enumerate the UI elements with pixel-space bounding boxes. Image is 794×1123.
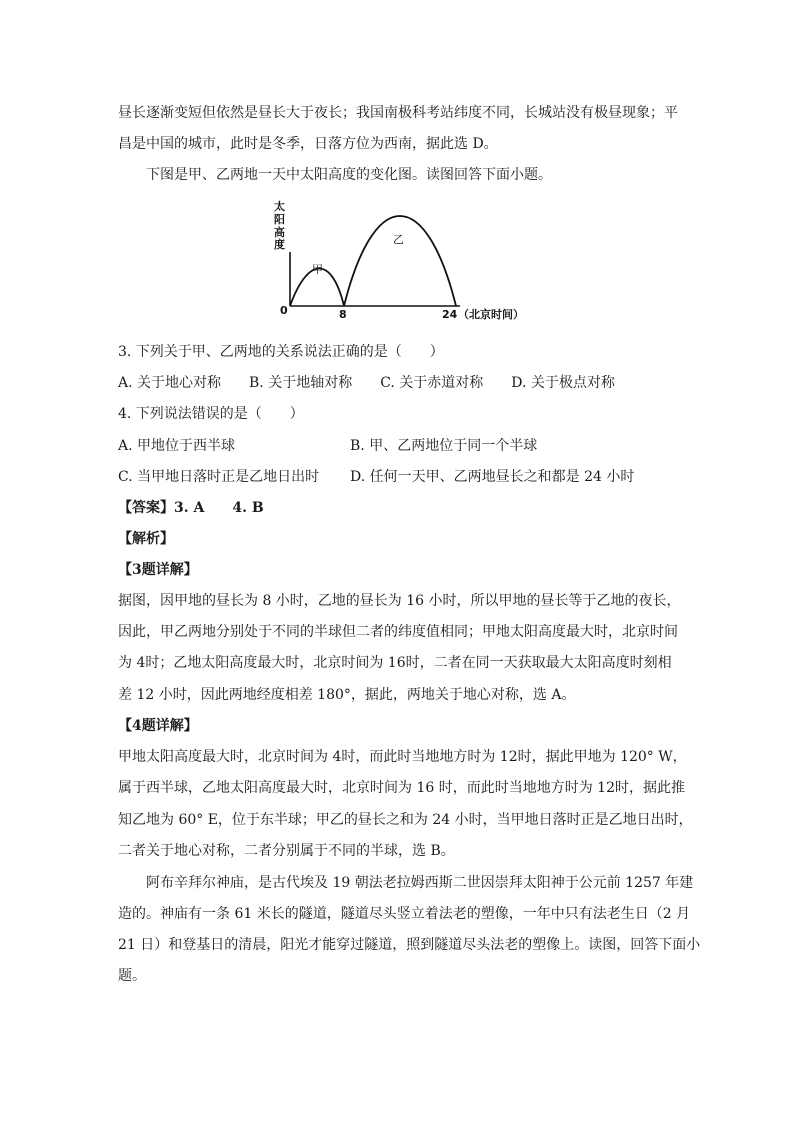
q3-detail-heading: 【3题详解】 [118, 562, 198, 578]
solar-altitude-figure [262, 196, 552, 326]
answer-line: 【答案】3. A 4. B [118, 500, 264, 516]
y-axis-label-char: 太 [274, 200, 285, 213]
option-d: D. 任何一天甲、乙两地昼长之和都是 24 小时 [350, 469, 635, 485]
question-3-options: A. 关于地心对称 B. 关于地轴对称 C. 关于赤道对称 D. 关于极点对称 [118, 375, 615, 391]
curve-jia-label: 甲 [312, 263, 323, 276]
question-3: 3. 下列关于甲、乙两地的关系说法正确的是（ ） [118, 344, 444, 360]
curve-yi [344, 216, 456, 306]
solar-altitude-diagram [262, 196, 552, 326]
paragraph-line: 据图，因甲地的昼长为 8 小时，乙地的昼长为 16 小时，所以甲地的昼长等于乙地的夜长， [118, 593, 681, 609]
paragraph-line: 昌是中国的城市，此时是冬季，日落方位为西南，据此选 D。 [118, 136, 498, 152]
option-b: B. 甲、乙两地位于同一个半球 [350, 438, 538, 454]
paragraph-line: 二者关于地心对称，二者分别属于不同的半球，选 B。 [118, 843, 455, 859]
y-axis-label-char: 阳 [274, 213, 285, 226]
paragraph-line: 知乙地为 60° E，位于东半球；甲乙的昼长之和为 24 小时，当甲地日落时正是乙地日出时， [118, 812, 693, 828]
paragraph-line: 属于西半球，乙地太阳高度最大时，北京时间为 16 时，而此时当地地方时为 12时，据此推 [118, 780, 685, 796]
paragraph-line: 因此，甲乙两地分别处于不同的半球但二者的纬度值相同；甲地太阳高度最大时，北京时间 [118, 624, 678, 640]
paragraph-line: 为 4时；乙地太阳高度最大时，北京时间为 16时，二者在同一天获取最大太阳高度时刻相 [118, 655, 672, 671]
paragraph-line: 差 12 小时，因此两地经度相差 180°，据此，两地关于地心对称，选 A。 [118, 687, 576, 703]
paragraph-line: 21 日）和登基日的清晨，阳光才能穿过隧道，照到隧道尽头法老的塑像上。读图，回答下面小 [118, 937, 701, 953]
paragraph-line: 造的。神庙有一条 61 米长的隧道，隧道尽头竖立着法老的塑像，一年中只有法老生日（2 月 [118, 906, 691, 922]
y-axis-label-char: 度 [274, 238, 285, 251]
tick-label-8: 8 [339, 308, 347, 321]
x-axis-label: （北京时间） [458, 308, 524, 321]
analysis-heading: 【解析】 [118, 531, 174, 547]
tick-label-24: 24 [442, 308, 458, 321]
question-4: 4. 下列说法错误的是（ ） [118, 406, 304, 422]
figure-intro-line: 下图是甲、乙两地一天中太阳高度的变化图。读图回答下面小题。 [146, 167, 552, 183]
curve-yi-label: 乙 [393, 233, 404, 246]
paragraph-line: 题。 [118, 968, 146, 984]
origin-label: 0 [280, 304, 288, 317]
y-axis-label-char: 高 [274, 226, 285, 239]
option-c: C. 当甲地日落时正是乙地日出时 [118, 469, 320, 485]
option-a: A. 甲地位于西半球 [118, 438, 236, 454]
paragraph-line: 昼长逐渐变短但依然是昼长大于夜长；我国南极科考站纬度不同，长城站没有极昼现象；平 [118, 105, 678, 121]
q4-detail-heading: 【4题详解】 [118, 718, 198, 734]
paragraph-line: 甲地太阳高度最大时，北京时间为 4时，而此时当地地方时为 12时，据此甲地为 120° W， [118, 749, 687, 765]
paragraph-line: 阿布辛拜尔神庙，是古代埃及 19 朝法老拉姆西斯二世因崇拜太阳神于公元前 1257 年建 [146, 875, 694, 891]
